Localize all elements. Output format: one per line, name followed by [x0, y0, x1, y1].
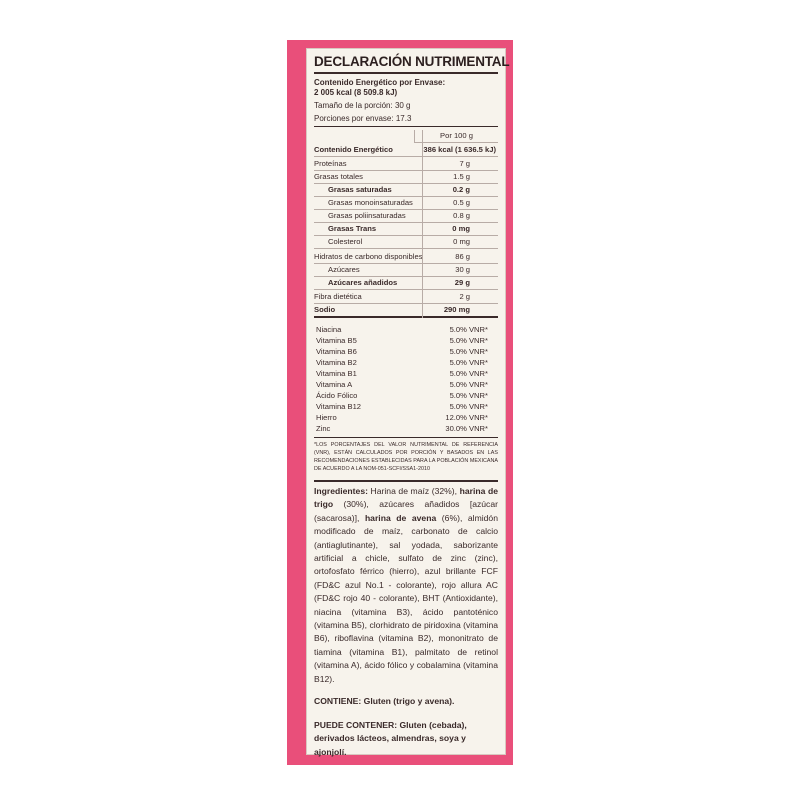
vitamins-rule [314, 437, 498, 438]
vitamin-label: Niacina [316, 325, 342, 334]
row-value: 29 g [454, 278, 470, 287]
vitamin-label: Vitamina B12 [316, 402, 362, 411]
row-label: Fibra dietética [314, 292, 362, 301]
vitamin-value: 5.0% VNR* [449, 380, 488, 389]
vitamin-row [314, 357, 498, 368]
vitamin-value: 5.0% VNR* [449, 347, 488, 356]
row-label: Grasas totales [314, 172, 363, 181]
row-value: 86 g [455, 252, 470, 261]
ingredients-part: (30%), azúcares añadidos [azúcar (sacarosa)], [314, 499, 498, 523]
contains-statement: CONTIENE: Gluten (trigo y avena). [314, 696, 455, 706]
vitamin-row [314, 368, 498, 379]
row-label: Grasas poliinsaturadas [328, 211, 406, 220]
vitamin-value: 5.0% VNR* [449, 391, 488, 400]
row-saturated-fat [314, 184, 498, 197]
panel-title: DECLARACIÓN NUTRIMENTAL [314, 54, 498, 74]
row-value: 0.5 g [453, 198, 470, 207]
row-sodium [314, 304, 498, 318]
row-proteins [314, 158, 498, 171]
row-value: 0 mg [452, 224, 470, 233]
row-trans-fat [314, 223, 498, 236]
row-label: Azúcares añadidos [328, 278, 398, 287]
vitamin-row [314, 401, 498, 412]
row-label: Contenido Energético [314, 145, 393, 154]
nutrition-panel [306, 48, 510, 757]
vitamin-label: Vitamina B6 [316, 347, 357, 356]
row-value: 386 kcal (1 636.5 kJ) [423, 145, 496, 154]
row-value: 1.5 g [453, 172, 470, 181]
energy-per-package-label: Contenido Energético por Envase: [314, 78, 446, 87]
row-label: Colesterol [328, 237, 363, 246]
vitamin-label: Vitamina A [316, 380, 353, 389]
row-energy [314, 144, 498, 157]
table-column-divider [422, 130, 423, 318]
row-value: 290 mg [443, 305, 470, 314]
vitamin-label: Vitamina B1 [316, 369, 357, 378]
row-value: 0.8 g [453, 211, 470, 220]
energy-per-package-value: 2 005 kcal (8 509.8 kJ) [314, 88, 398, 97]
vitamin-label: Hierro [316, 413, 337, 422]
row-monounsaturated-fat [314, 197, 498, 210]
vitamin-label: Vitamina B5 [316, 336, 357, 345]
vitamin-row [314, 423, 498, 434]
row-carbohydrates [314, 251, 498, 264]
row-label: Proteínas [314, 159, 347, 168]
vitamin-row [314, 412, 498, 423]
allergen-wheat: harina de trigo [314, 486, 498, 510]
vitamin-row [314, 379, 498, 390]
ingredients-part: Harina de maíz (32%), [367, 486, 460, 496]
row-added-sugars [314, 277, 498, 290]
vitamin-row [314, 335, 498, 346]
row-sugars [314, 264, 498, 277]
row-label: Hidratos de carbono disponibles [314, 252, 423, 261]
allergen-oat: harina de avena [364, 512, 437, 523]
vitamin-value: 12.0% VNR* [445, 413, 488, 422]
column-header: Por 100 g [414, 130, 498, 143]
vitamin-label: Ácido Fólico [316, 391, 358, 400]
row-label: Grasas saturadas [328, 185, 392, 194]
servings-per-package: Porciones por envase: 17.3 [314, 114, 412, 123]
vitamin-value: 5.0% VNR* [449, 325, 488, 334]
footnote-rule [314, 480, 498, 482]
ingredients-text [314, 485, 498, 686]
vitamin-label: Vitamina B2 [316, 358, 357, 367]
row-value: 30 g [455, 265, 470, 274]
vitamin-value: 5.0% VNR* [449, 369, 488, 378]
vnr-footnote: *LOS PORCENTAJES DEL VALOR NUTRIMENTAL DE REFERENCIA (VNR), ESTÁN CALCULADOS POR PORCIÓN Y BASADOS EN LAS RECOMENDACIONES ESTABLECIDAS PARA LA POBLACIÓN MEXICANA DE ACUERDO A LA NOM-051-SCFI/SSA1-2010 [314, 442, 498, 472]
row-polyunsaturated-fat [314, 210, 498, 223]
row-cholesterol [314, 236, 498, 249]
vitamin-value: 30.0% VNR* [445, 424, 488, 433]
ingredients-part: (6%), almidón modificado de maíz, carbonato de calcio (antiaglutinante), sal yodada, saborizante artificial a chicle, sulfato de zinc (zinc), ortofosfato férrico (hierro), azul brillante FCF (FD&C azul No.1 - colorante), rojo allura AC (FD&C rojo 40 - colorante), BHT (Antioxidante), niacina (vitamina B3), ácido pantoténico (vitamina B5), clorhidrato de piridoxina (vitamina B6), riboflavina (vitamina B2), mononitrato de tiamina (vitamina B1), palmitato de retinol (vitamina A), ácido fólico y cobalamina (vitamina B12). [314, 512, 498, 684]
vitamin-row [314, 346, 498, 357]
row-value: 2 g [459, 292, 470, 301]
vitamin-row [314, 390, 498, 401]
vitamin-value: 5.0% VNR* [449, 402, 488, 411]
row-fiber [314, 291, 498, 304]
ingredients-heading: Ingredientes: [314, 486, 368, 496]
row-value: 0 mg [453, 237, 470, 246]
vitamin-label: Zinc [316, 424, 331, 433]
row-value: 0.2 g [452, 185, 470, 194]
may-contain-statement: PUEDE CONTENER: Gluten (cebada), derivados lácteos, almendras, soya y ajonjolí. [314, 720, 467, 757]
row-label: Grasas Trans [328, 224, 377, 233]
row-total-fat [314, 171, 498, 184]
vitamin-value: 5.0% VNR* [449, 358, 488, 367]
vitamin-row [314, 324, 498, 335]
vitamin-value: 5.0% VNR* [449, 336, 488, 345]
row-label: Sodio [314, 305, 336, 314]
row-value: 7 g [459, 159, 470, 168]
row-label: Grasas monoinsaturadas [328, 198, 413, 207]
portion-size: Tamaño de la porción: 30 g [314, 101, 411, 110]
header-rule [314, 126, 498, 127]
row-label: Azúcares [328, 265, 360, 274]
